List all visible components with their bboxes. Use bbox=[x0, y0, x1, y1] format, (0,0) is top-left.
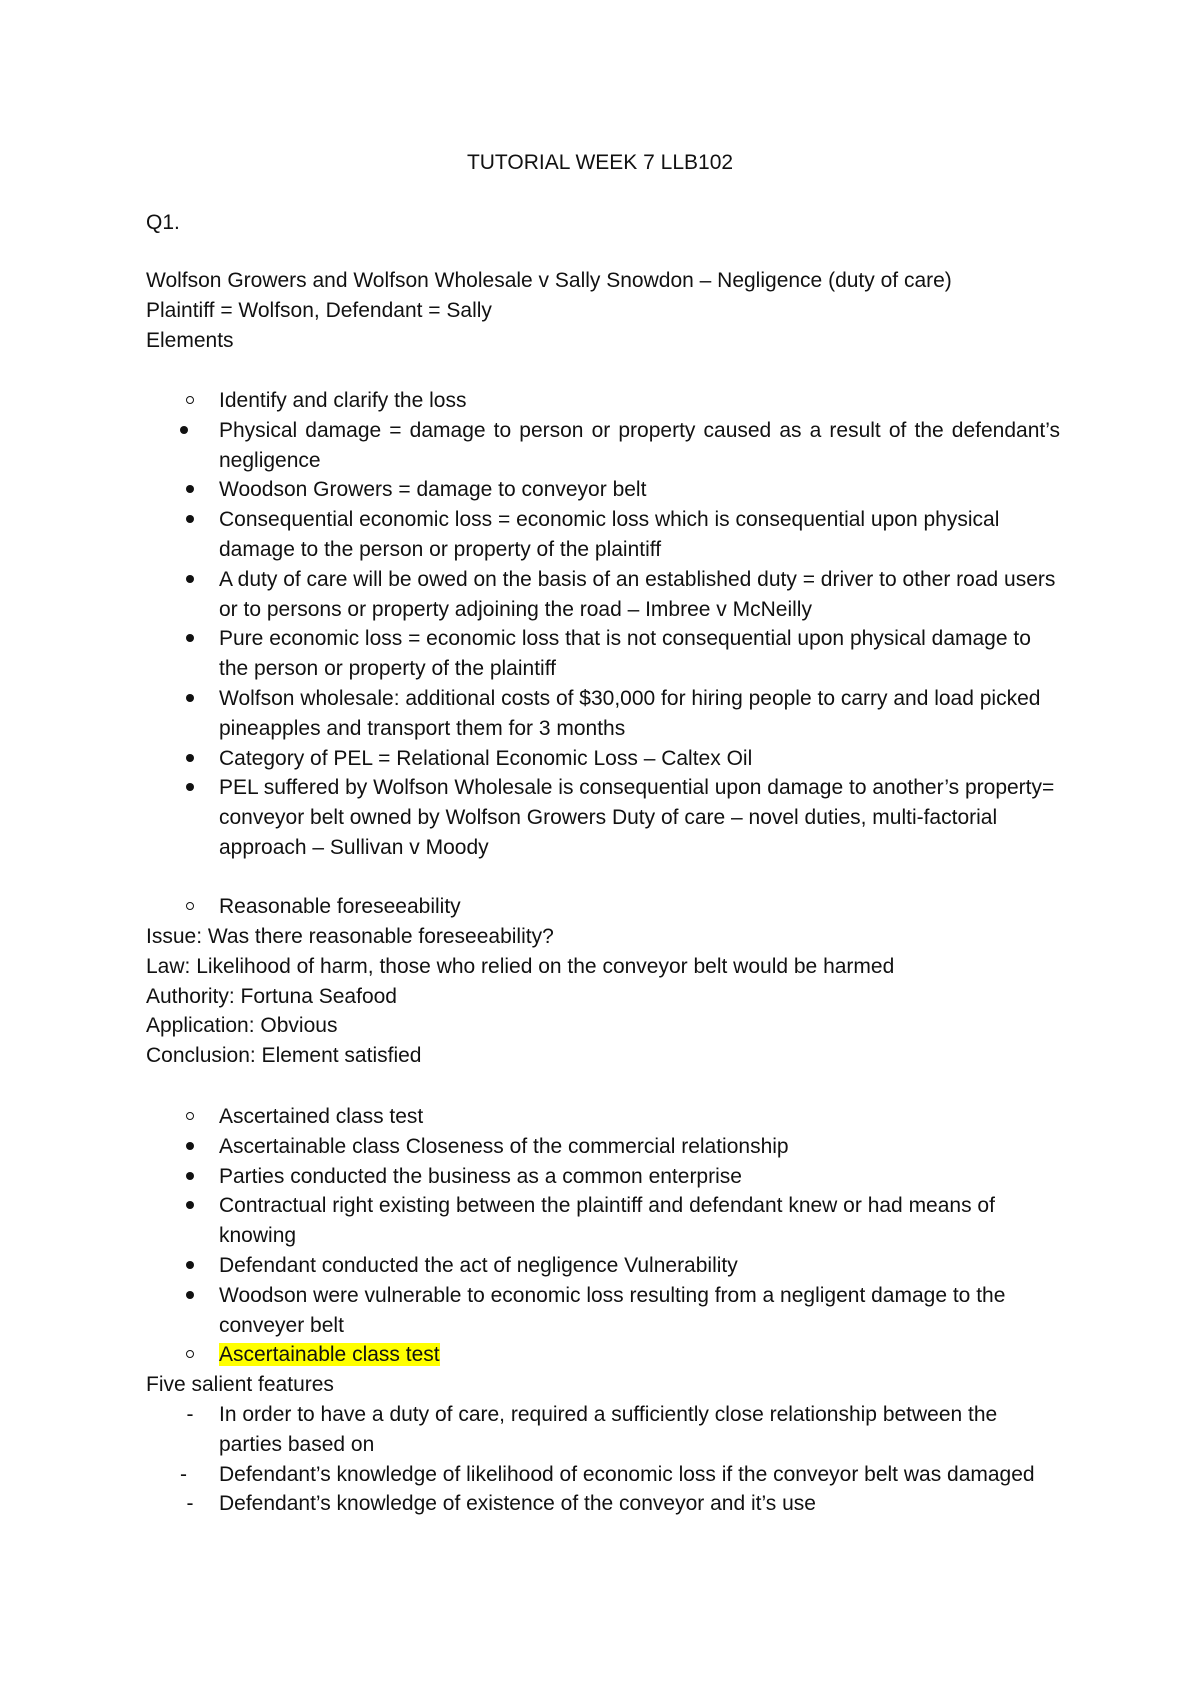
intro-block bbox=[146, 266, 952, 355]
bullet-icon bbox=[180, 565, 200, 595]
bullet-icon bbox=[180, 505, 200, 535]
list-item-text: Category of PEL = Relational Economic Loss – Caltex Oil bbox=[219, 746, 753, 770]
dash-bullet-icon bbox=[180, 1400, 200, 1430]
list-item bbox=[0, 1340, 1200, 1370]
question-label: Q1. bbox=[146, 211, 180, 234]
list-item bbox=[0, 624, 1200, 684]
list-item bbox=[0, 565, 1200, 625]
elements-label: Elements bbox=[146, 328, 234, 352]
salient-features-heading: Five salient features bbox=[146, 1373, 334, 1396]
list-item-text: Pure economic loss = economic loss that is not consequential upon physical damage to the person or property of the plaintiff bbox=[219, 627, 1031, 681]
bullet-icon bbox=[180, 475, 200, 505]
list-item bbox=[0, 386, 1200, 416]
highlighted-heading: Ascertainable class test bbox=[219, 1343, 440, 1367]
page-title: TUTORIAL WEEK 7 LLB102 bbox=[466, 151, 734, 174]
list-item-text: In order to have a duty of care, required a sufficiently close relationship between the parties based on bbox=[219, 1403, 998, 1456]
section-loss-list bbox=[0, 386, 1200, 863]
bullet-icon bbox=[180, 773, 200, 803]
section-heading: Identify and clarify the loss bbox=[219, 389, 467, 412]
list-item bbox=[0, 744, 1200, 774]
foreseeability-analysis bbox=[146, 922, 894, 1071]
list-item bbox=[0, 1251, 1200, 1281]
section-heading: Ascertained class test bbox=[219, 1105, 424, 1128]
list-item-text: Woodson were vulnerable to economic loss resulting from a negligent damage to the conveyer belt bbox=[219, 1283, 1006, 1337]
application-line: Application: Obvious bbox=[146, 1014, 338, 1038]
list-item bbox=[0, 1162, 1200, 1192]
law-line: Law: Likelihood of harm, those who relied on the conveyor belt would be harmed bbox=[146, 954, 895, 978]
bullet-icon bbox=[180, 1251, 200, 1281]
list-item bbox=[0, 416, 1200, 476]
list-item bbox=[0, 1489, 1200, 1519]
bullet-icon bbox=[180, 684, 200, 714]
list-item bbox=[0, 505, 1200, 565]
issue-line: Issue: Was there reasonable foreseeability? bbox=[146, 925, 554, 948]
dash-bullet-icon bbox=[180, 1489, 200, 1519]
bullet-icon bbox=[180, 1132, 200, 1162]
case-name: Wolfson Growers and Wolfson Wholesale v Sally Snowdon – Negligence (duty of care) bbox=[146, 269, 952, 292]
list-item-text: Parties conducted the business as a common enterprise bbox=[219, 1164, 742, 1188]
section-heading: Reasonable foreseeability bbox=[219, 895, 461, 918]
salient-features-label-block bbox=[146, 1370, 334, 1400]
list-item-text: Defendant conducted the act of negligence Vulnerability bbox=[219, 1253, 738, 1277]
list-item-text: Ascertainable class Closeness of the commercial relationship bbox=[219, 1134, 789, 1158]
authority-line: Authority: Fortuna Seafood bbox=[146, 984, 397, 1008]
hollow-bullet-icon bbox=[180, 386, 200, 416]
list-item bbox=[0, 1191, 1200, 1251]
salient-features-list bbox=[0, 1400, 1200, 1519]
section-foreseeability-list bbox=[0, 892, 1200, 922]
list-item bbox=[0, 684, 1200, 744]
list-item bbox=[0, 1460, 1200, 1490]
list-item-text: Consequential economic loss = economic loss which is consequential upon physical damage to the person or property of the plaintiff bbox=[219, 508, 1000, 561]
bullet-icon bbox=[180, 1191, 200, 1221]
list-item-text: Defendant’s knowledge of existence of the conveyor and it’s use bbox=[219, 1492, 816, 1516]
section-ascertained-list bbox=[0, 1102, 1200, 1370]
hollow-bullet-icon bbox=[180, 892, 200, 922]
dash-bullet-icon bbox=[180, 1460, 200, 1490]
hollow-bullet-icon bbox=[180, 1102, 200, 1132]
list-item bbox=[0, 475, 1200, 505]
hollow-bullet-icon bbox=[180, 1340, 200, 1370]
list-item bbox=[0, 1132, 1200, 1162]
list-item bbox=[0, 1102, 1200, 1132]
list-item bbox=[0, 1400, 1200, 1460]
list-item-text: Wolfson wholesale: additional costs of $30,000 for hiring people to carry and load picked pineapples and transport them for 3 months bbox=[219, 686, 1041, 740]
bullet-icon bbox=[180, 744, 200, 774]
list-item-text: Physical damage = damage to person or property caused as a result of the defendant’s negligence bbox=[219, 418, 1060, 472]
list-item-text: Contractual right existing between the plaintiff and defendant knew or had means of knowing bbox=[219, 1194, 995, 1248]
list-item-text: Defendant’s knowledge of likelihood of economic loss if the conveyor belt was damaged bbox=[219, 1462, 1035, 1486]
list-item-text: PEL suffered by Wolfson Wholesale is consequential upon damage to another’s property= conveyor belt owned by Wolfson Growers Duty of care – novel duties, multi-factorial approach – Sullivan v Moody bbox=[219, 776, 1055, 859]
list-item bbox=[0, 773, 1200, 862]
list-item bbox=[0, 1281, 1200, 1341]
bullet-icon bbox=[180, 416, 200, 446]
bullet-icon bbox=[180, 624, 200, 654]
bullet-icon bbox=[180, 1162, 200, 1192]
bullet-icon bbox=[180, 1281, 200, 1311]
list-item bbox=[0, 892, 1200, 922]
list-item-text: A duty of care will be owed on the basis of an established duty = driver to other road users or to persons or property adjoining the road – Imbree v McNeilly bbox=[219, 567, 1056, 621]
conclusion-line: Conclusion: Element satisfied bbox=[146, 1044, 422, 1068]
list-item-text: Woodson Growers = damage to conveyor belt bbox=[219, 478, 647, 502]
parties-line: Plaintiff = Wolfson, Defendant = Sally bbox=[146, 298, 492, 322]
